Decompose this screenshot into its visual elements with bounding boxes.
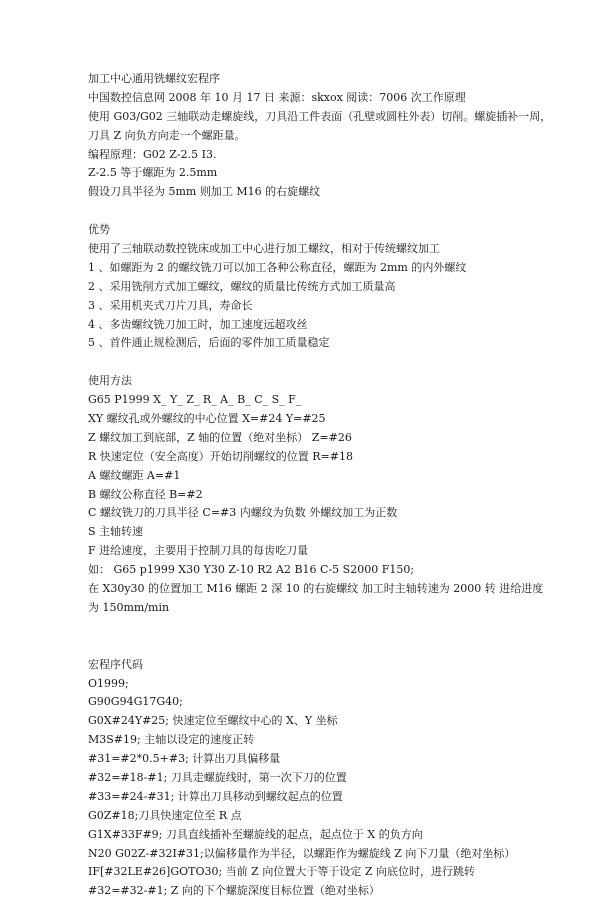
macro-line: G0Z#18;刀具快速定位至 R 点: [88, 808, 242, 822]
usage-param: F 进给速度，主要用于控制刀具的每齿吃刀量: [88, 544, 309, 558]
macro-line: N20 G02Z-#32I#31;以偏移量作为半径，以螺距作为螺旋线 Z 向下刀量（绝对坐标）: [88, 846, 516, 860]
principle-line: 编程原理：G02 Z-2.5 I3.: [88, 147, 217, 161]
pitch-line: Z-2.5 等于螺距为 2.5mm: [88, 166, 218, 180]
document-title: 加工中心通用铣螺纹宏程序: [88, 72, 220, 85]
usage-param: R 快速定位（安全高度）开始切削螺纹的位置 R=#18: [88, 449, 353, 463]
advantages-summary: 使用了三轴联动数控铣床或加工中心进行加工螺纹，相对于传统螺纹加工: [88, 242, 440, 256]
document-page: [88, 70, 568, 901]
advantage-item: 5 、首件通止规检测后，后面的零件加工质量稳定: [88, 336, 330, 350]
advantage-item: 4 、多齿螺纹铣刀加工时，加工速度远超攻丝: [88, 317, 308, 331]
macro-line: #31=#2*0.5+#3; 计算出刀具偏移量: [88, 752, 281, 766]
description-line-1: 使用 G03/G02 三轴联动走螺旋线，刀具沿工件表面（孔壁或圆柱外表）切削。螺旋插补一周，: [88, 109, 552, 123]
spacer: [88, 202, 568, 221]
macro-line: #33=#24-#31; 计算出刀具移动到螺纹起点的位置: [88, 789, 343, 803]
spacer: [88, 618, 568, 656]
advantage-item: 1 、如螺距为 2 的螺纹铣刀可以加工各种公称直径，螺距为 2mm 的内外螺纹: [88, 260, 467, 274]
usage-param: XY 螺纹孔或外螺纹的中心位置 X=#24 Y=#25: [88, 412, 326, 426]
usage-heading: 使用方法: [88, 374, 132, 388]
usage-param: C 螺纹铣刀的刀具半径 C=#3 内螺纹为负数 外螺纹加工为正数: [88, 506, 398, 520]
usage-param: B 螺纹公称直径 B=#2: [88, 487, 203, 501]
macro-line: #32=#18-#1; 刀具走螺旋线时，第一次下刀的位置: [88, 770, 347, 784]
usage-example: 如： G65 p1999 X30 Y30 Z-10 R2 A2 B16 C-5 S2000 F150;: [88, 563, 415, 577]
macro-heading: 宏程序代码: [88, 657, 143, 671]
advantage-item: 2 、采用铣削方式加工螺纹，螺纹的质量比传统方式加工质量高: [88, 279, 396, 293]
macro-line: M3S#19; 主轴以设定的速度正转: [88, 733, 255, 747]
macro-line: #32=#32-#1; Z 向的下个螺旋深度目标位置（绝对坐标）: [88, 884, 380, 898]
macro-line: IF[#32LE#26]GOTO30; 当前 Z 向位置大于等于设定 Z 向底位时，进行跳转: [88, 865, 475, 879]
usage-param: A 螺纹螺距 A=#1: [88, 468, 181, 482]
advantage-item: 3 、采用机夹式刀片刀具，寿命长: [88, 298, 253, 312]
spacer: [88, 353, 568, 372]
advantages-heading: 优势: [88, 223, 110, 237]
usage-param: S 主轴转速: [88, 525, 144, 539]
macro-line: G1X#33F#9; 刀具直线插补至螺旋线的起点，起点位于 X 的负方向: [88, 827, 423, 841]
usage-example-desc-1: 在 X30y30 的位置加工 M16 螺距 2 深 10 的右旋螺纹 加工时主轴转速为 2000 转 进给进度: [88, 582, 544, 596]
radius-line: 假设刀具半径为 5mm 则加工 M16 的右旋螺纹: [88, 185, 321, 199]
macro-line: O1999;: [88, 676, 129, 690]
usage-example-desc-2: 为 150mm/min: [88, 600, 170, 614]
source-line: 中国数控信息网 2008 年 10 月 17 日 来源：skxox 阅读：7006 次工作原理: [88, 90, 466, 104]
usage-call: G65 P1999 X_ Y_ Z_ R_ A_ B_ C_ S_ F_: [88, 393, 302, 407]
macro-line: G0X#24Y#25; 快速定位至螺纹中心的 X、Y 坐标: [88, 714, 338, 728]
macro-line: G90G94G17G40;: [88, 695, 183, 709]
usage-param: Z 螺纹加工到底部，Z 轴的位置（绝对坐标） Z=#26: [88, 430, 352, 444]
description-line-2: 刀具 Z 向负方向走一个螺距量。: [88, 128, 246, 142]
